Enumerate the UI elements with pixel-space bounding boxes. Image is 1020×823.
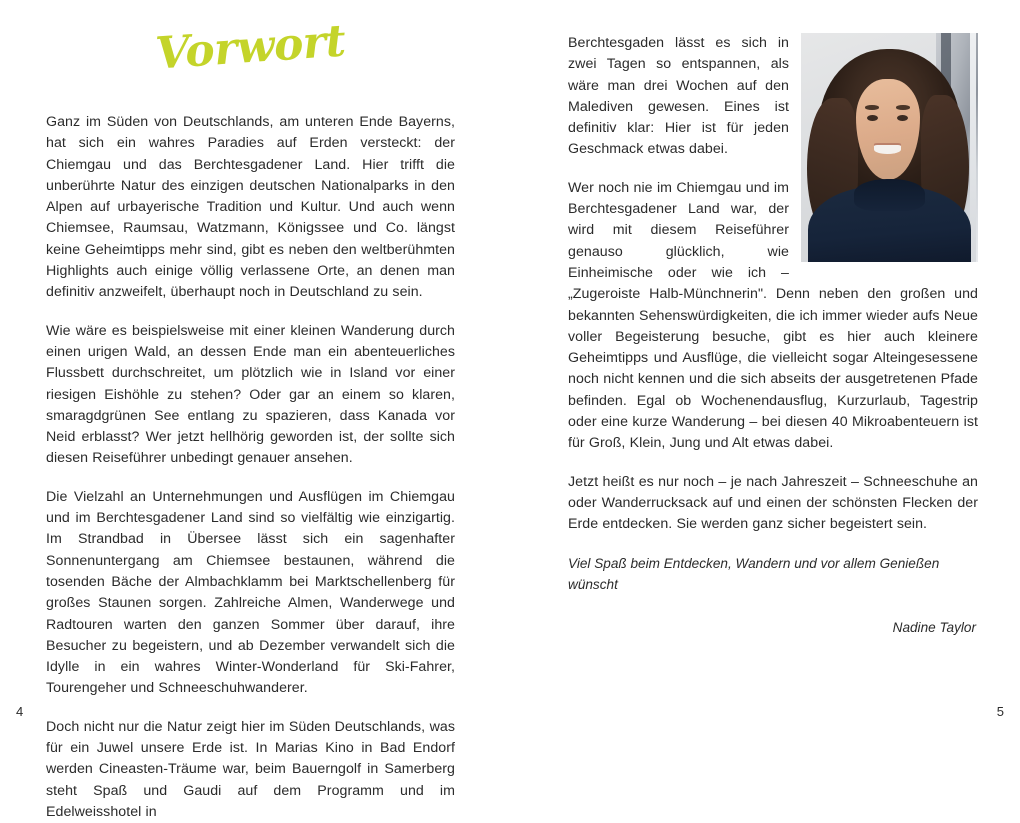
right-text-column [568,33,978,638]
page-number-left: 4 [16,704,24,719]
paragraph: Berchtesgaden lässt es sich in zwei Tagen so entspannen, als wäre man drei Wochen auf den Malediven gewesen. Eines ist definitiv klar: Hier ist für jeden Geschmack etwas dabei. [568,35,789,158]
photo-turtleneck [808,186,971,262]
photo-eyebrow-left [865,105,879,110]
paragraph: Wer noch nie im Chiemgau und im Berchtesgadener Land war, der wird mit diesem Reiseführer genauso glücklich, wie Einheimische oder wie ich – „Zugeroiste Halb-Münchnerin". Denn neben den großen und bekannten Sehenswürdigkeiten, die ich immer wieder aufs Neue voller Begeisterung besuche, gibt es hier auch kleinere Geheimtipps und Ausflüge, die vielleicht sogar Alteingesessene noch nicht kennen und die sich abseits der ausgetretenen Pfade befinden. Egal ob Wochenendausflug, Kurzurlaub, Tagestrip oder eine kurze Wanderung – bei diesen 40 Mikroabenteuern ist für Groß, Klein, Jung und Alt etwas dabei. [568,179,978,452]
right-page [510,0,1020,732]
author-portrait-photo [801,33,978,262]
paragraph: Jetzt heißt es nur noch – je nach Jahreszeit – Schneeschuhe an oder Wanderrucksack auf und einen der schönsten Flecken der Erde entdecken. Sie werden ganz sicher begeistert sein. [568,473,978,533]
photo-eyebrow-right [896,105,910,110]
paragraph: Die Vielzahl an Unternehmungen und Ausflügen im Chiemgau und im Berchtesgadener Land sind so vielfältig wie einzigartig. Im Strandbad in Übersee lässt sich ein sagenhafter Sonnenuntergang am Chiemsee bestaunen, während die tosenden Bäche der Almbachklamm bei Marktschellenberg für großes Staunen sorgen. Zahlreiche Almen, Wanderwege und Radtouren warten den ganzen Sommer über darauf, ihre Besucher zu begeistern, und ab Dezember verwandelt sich die Idylle in ein wahres Winter-Wonderland für Ski-Fahrer, Tourengeher und Schneeschuhwanderer. [46,488,455,697]
chapter-title: Vorwort [153,15,347,80]
photo-eye-right [897,115,908,121]
author-signature: Nadine Taylor [892,619,976,635]
left-text-column [46,112,455,823]
paragraph: Doch nicht nur die Natur zeigt hier im Süden Deutschlands, was für ein Juwel unsere Erde ist. In Marias Kino in Bad Endorf werden Cineasten-Träume war, beim Bauerngolf in Samerberg steht Spaß und Gaudi auf dem Programm und im Edelweisshotel in [46,718,455,820]
left-page [0,0,510,820]
paragraph: Ganz im Süden von Deutschlands, am unteren Ende Bayerns, hat sich ein wahres Paradies auf Erden versteckt: der Chiemgau und das Berchtesgadener Land. Hier trifft die unberührte Natur des einzigen deutschen Nationalparks in den Alpen auf urbayerische Tradition und Kultur. Und auch wenn Chiemsee, Raumsau, Watzmann, Königssee und Co. längst keine Geheimtipps mehr sind, gibt es neben den weltberühmten Highlights auch einige völlig verlassene Orte, an denen man definitiv anzweifelt, überhaupt noch in Deutschland zu sein. [46,114,455,301]
closing-line: Viel Spaß beim Entdecken, Wandern und vor allem Genießen wünscht [568,555,940,592]
paragraph: Wie wäre es beispielsweise mit einer kleinen Wanderung durch einen urigen Wald, an dessen Ende man ein abenteuerliches Flussbett durchschreitet, um plötzlich wie in Island vor einer riesigen Eishöhle zu stehen? Oder gar an einem so klaren, smaragdgrünen See entlang zu spazieren, dass Kanada vor Neid erblasst? Wer jetzt hellhörig geworden ist, der sollte sich diesen Reiseführer unbedingt genauer ansehen. [46,322,455,467]
photo-smile [874,145,901,154]
photo-eye-left [867,115,878,121]
page-number-right: 5 [996,704,1004,719]
